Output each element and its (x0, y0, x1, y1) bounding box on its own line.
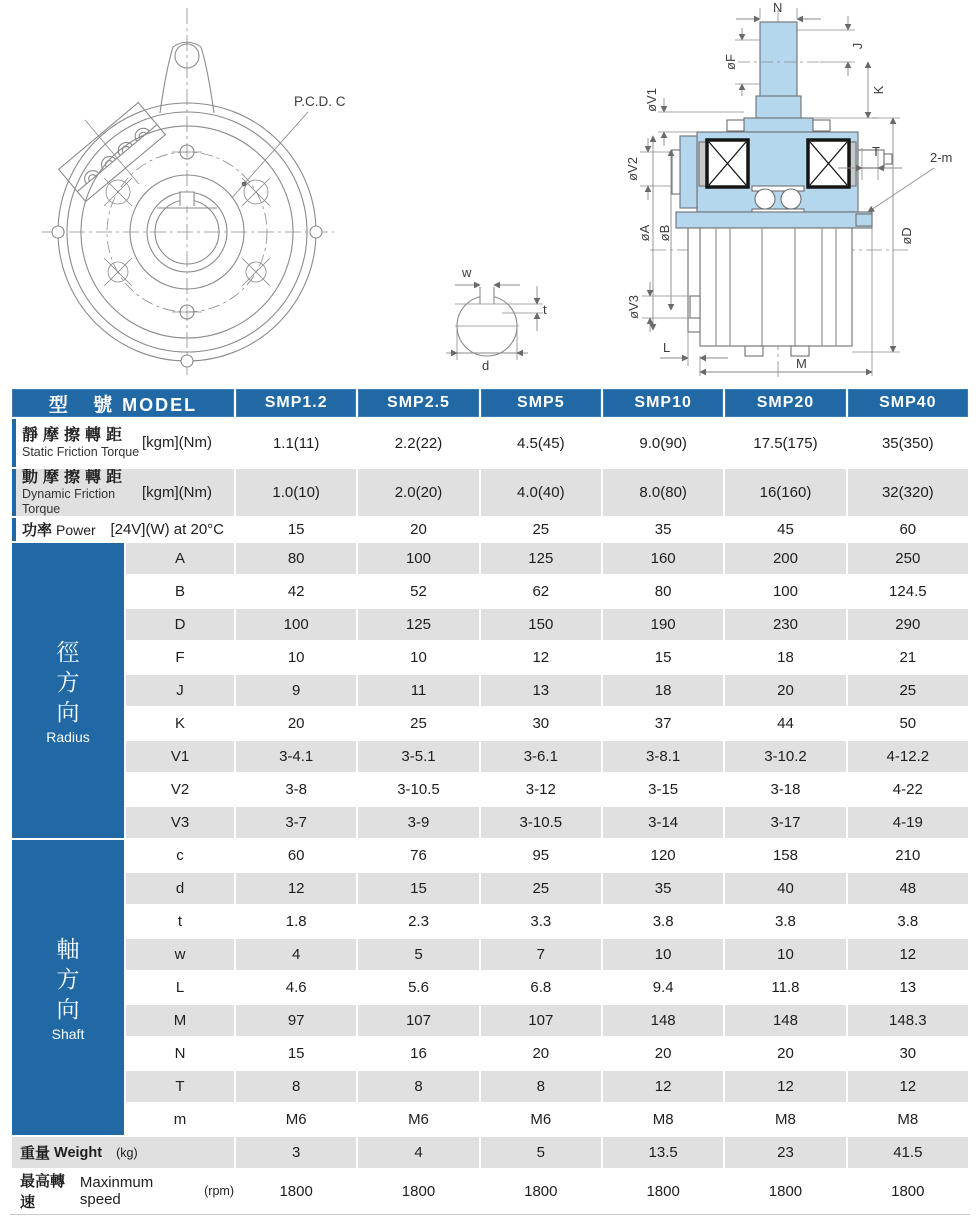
table-row (12, 840, 968, 871)
row-label-max-speed: 最高轉速 Maxinmum speed (rpm) (20, 1173, 234, 1212)
value-cell: 41.5 (848, 1137, 968, 1168)
dim-name: A (126, 543, 234, 574)
value-cell: 23 (725, 1137, 845, 1168)
value-cell: 12 (532, 649, 550, 667)
table-row (12, 576, 968, 607)
value-cell: 5 (481, 1137, 601, 1168)
pcd-label: P.C.D. C (294, 94, 346, 109)
value-cell: 3.8 (775, 913, 796, 931)
value-cell: 30 (532, 715, 550, 733)
value-cell: 100 (358, 543, 478, 574)
value-cell: 125 (481, 543, 601, 574)
value-cell: 50 (899, 715, 917, 733)
dim-name: B (174, 583, 185, 601)
value-cell: 15 (287, 1045, 305, 1063)
value-cell: 20 (287, 715, 305, 733)
value-cell: 60 (899, 521, 917, 539)
dim-name: V1 (126, 741, 234, 772)
value-cell: 190 (603, 609, 723, 640)
table-row (12, 1005, 968, 1036)
value-cell: 40 (725, 873, 845, 904)
value-cell: 20 (725, 675, 845, 706)
dim-d-label: d (482, 358, 490, 373)
value-cell: 52 (410, 583, 427, 601)
value-cell: 97 (236, 1005, 356, 1036)
value-cell: M8 (775, 1111, 796, 1129)
value-cell: 62 (532, 583, 550, 601)
value-cell: 8 (358, 1071, 478, 1102)
value-cell: 3-10.5 (481, 807, 601, 838)
value-cell: M8 (897, 1111, 919, 1129)
value-cell: 9.4 (652, 979, 674, 997)
table-row (12, 419, 968, 467)
table-row (12, 675, 968, 706)
value-cell: 12 (236, 873, 356, 904)
value-cell: 3-18 (770, 781, 801, 799)
value-cell: 13 (899, 979, 917, 997)
value-cell: 95 (532, 847, 550, 865)
value-cell: 4.6 (285, 979, 307, 997)
value-cell: 7 (481, 939, 601, 970)
dim-2m-label: 2-m (930, 150, 953, 165)
value-cell: 3 (236, 1137, 356, 1168)
technical-drawings (0, 0, 980, 386)
value-cell: 21 (899, 649, 917, 667)
value-cell: 32(320) (848, 469, 968, 516)
value-cell: 80 (236, 543, 356, 574)
value-cell: 160 (603, 543, 723, 574)
value-cell: 2.0(20) (358, 469, 478, 516)
value-cell: 1.0(10) (236, 469, 356, 516)
dim-name: J (126, 675, 234, 706)
value-cell: 1800 (279, 1182, 313, 1200)
model-column-header: SMP40 (848, 389, 968, 417)
value-cell: M6 (408, 1111, 429, 1129)
dim-k-label: K (871, 85, 886, 95)
value-cell: 16 (410, 1045, 427, 1063)
value-cell: 200 (725, 543, 845, 574)
dim-b-label: øB (657, 224, 672, 242)
row-label-power: 功率 Power [24V](W) at 20°C (12, 518, 234, 541)
value-cell: 37 (654, 715, 672, 733)
value-cell: 4-19 (848, 807, 968, 838)
value-cell: 12 (848, 939, 968, 970)
value-cell: 35 (654, 521, 672, 539)
value-cell: 290 (848, 609, 968, 640)
value-cell: 3-5.1 (358, 741, 478, 772)
value-cell: 150 (481, 609, 601, 640)
row-label-static-torque: 靜摩擦轉距 Static Friction Torque [kgm](Nm) (12, 419, 234, 467)
value-cell: 10 (603, 939, 723, 970)
value-cell: 3-7 (236, 807, 356, 838)
value-cell: 1800 (646, 1182, 680, 1200)
value-cell: 3.8 (652, 913, 674, 931)
table-row (12, 469, 968, 516)
dim-t-label: t (543, 302, 547, 317)
value-cell: 3-4.1 (236, 741, 356, 772)
row-label-dynamic-torque: 動摩擦轉距 Dynamic Friction Torque [kgm](Nm) (12, 469, 234, 516)
value-cell: 250 (848, 543, 968, 574)
dim-name: c (176, 847, 184, 865)
dim-f-label: øF (723, 54, 738, 70)
value-cell: 18 (777, 649, 794, 667)
value-cell: 20 (532, 1045, 550, 1063)
table-row (12, 1104, 968, 1135)
value-cell: 25 (410, 715, 427, 733)
value-cell: 9.0(90) (639, 434, 687, 452)
dim-a-label: øA (637, 224, 652, 242)
value-cell: 8.0(80) (603, 469, 723, 516)
value-cell: 1800 (891, 1182, 925, 1200)
section-view-drawing (625, 0, 952, 380)
value-cell: 3.3 (530, 913, 552, 931)
value-cell: 4 (358, 1137, 478, 1168)
value-cell: 158 (772, 847, 798, 865)
value-cell: 148.3 (848, 1005, 968, 1036)
value-cell: M8 (652, 1111, 674, 1129)
value-cell: 10 (410, 649, 427, 667)
table-row (12, 1170, 968, 1212)
value-cell: M6 (530, 1111, 552, 1129)
value-cell: 100 (772, 583, 798, 601)
table-row (12, 774, 968, 805)
dim-m-label: M (796, 356, 807, 371)
value-cell: 25 (532, 521, 550, 539)
dim-d2-label: øD (899, 227, 914, 245)
value-cell: 30 (899, 1045, 917, 1063)
value-cell: 76 (410, 847, 427, 865)
dim-name: K (174, 715, 185, 733)
dim-name: t (177, 913, 183, 931)
value-cell: 3-6.1 (481, 741, 601, 772)
value-cell: 148 (603, 1005, 723, 1036)
table-row (12, 939, 968, 970)
value-cell: 44 (777, 715, 794, 733)
table-row (12, 873, 968, 904)
value-cell: 9 (236, 675, 356, 706)
value-cell: 5 (358, 939, 478, 970)
value-cell: 120 (650, 847, 676, 865)
dim-t2-label: T (872, 144, 880, 159)
value-cell: 107 (358, 1005, 478, 1036)
value-cell: 1.8 (285, 913, 307, 931)
value-cell: 3-15 (648, 781, 679, 799)
value-cell: 3.8 (897, 913, 919, 931)
value-cell: 12 (848, 1071, 968, 1102)
value-cell: 3-10.2 (725, 741, 845, 772)
value-cell: 1800 (524, 1182, 558, 1200)
dim-name: V3 (126, 807, 234, 838)
value-cell: 15 (358, 873, 478, 904)
value-cell: 100 (236, 609, 356, 640)
dim-name: w (126, 939, 234, 970)
dim-name: d (126, 873, 234, 904)
value-cell: 25 (481, 873, 601, 904)
value-cell: 1.1(11) (272, 434, 320, 452)
table-row (12, 807, 968, 838)
value-cell: 3-17 (725, 807, 845, 838)
dim-v1-label: øV1 (644, 88, 659, 112)
table-row (12, 609, 968, 640)
value-cell: 3-12 (525, 781, 556, 799)
value-cell: 107 (481, 1005, 601, 1036)
table-header-row (12, 389, 968, 417)
value-cell: 35(350) (881, 434, 934, 452)
model-column-header: SMP20 (725, 389, 845, 417)
value-cell: 125 (358, 609, 478, 640)
model-column-header: SMP1.2 (236, 389, 356, 417)
value-cell: 4-22 (892, 781, 923, 799)
value-cell: 2.3 (408, 913, 429, 931)
model-column-header: SMP5 (481, 389, 601, 417)
table-row (12, 1137, 968, 1168)
value-cell: 12 (603, 1071, 723, 1102)
value-cell: 60 (287, 847, 305, 865)
dim-name: D (126, 609, 234, 640)
value-cell: 3-8.1 (603, 741, 723, 772)
value-cell: 15 (287, 521, 305, 539)
table-row (12, 642, 968, 673)
dim-name: N (174, 1045, 186, 1063)
table-row (12, 708, 968, 739)
value-cell: M6 (285, 1111, 307, 1129)
value-cell: 48 (848, 873, 968, 904)
value-cell: 3-8 (285, 781, 307, 799)
value-cell: 35 (603, 873, 723, 904)
value-cell: 25 (848, 675, 968, 706)
spec-table (10, 387, 970, 1215)
table-row (12, 741, 968, 772)
value-cell: 16(160) (725, 469, 845, 516)
value-cell: 20 (410, 521, 427, 539)
table-row (12, 518, 968, 541)
value-cell: 4 (236, 939, 356, 970)
model-header: 型 號MODEL (12, 389, 234, 417)
dim-v2-label: øV2 (625, 157, 640, 181)
value-cell: 5.6 (408, 979, 429, 997)
value-cell: 10 (287, 649, 305, 667)
dim-name: F (175, 649, 185, 667)
value-cell: 4.0(40) (481, 469, 601, 516)
table-row (12, 972, 968, 1003)
dim-name: M (126, 1005, 234, 1036)
value-cell: 17.5(175) (753, 434, 818, 452)
dim-w-label: w (462, 265, 472, 280)
value-cell: 20 (777, 1045, 794, 1063)
dim-name: m (173, 1111, 187, 1129)
key-detail-drawing (446, 265, 547, 373)
model-column-header: SMP10 (603, 389, 723, 417)
value-cell: 8 (236, 1071, 356, 1102)
value-cell: 6.8 (530, 979, 552, 997)
section-block-radius: 徑 方 向 Radius (12, 543, 124, 838)
value-cell: 8 (481, 1071, 601, 1102)
value-cell: 1800 (768, 1182, 803, 1200)
dim-n-label: N (773, 0, 783, 15)
value-cell: 42 (287, 583, 305, 601)
value-cell: 210 (895, 847, 921, 865)
dim-v3-label: øV3 (626, 295, 641, 319)
value-cell: 11.8 (771, 979, 800, 997)
dim-j-label: J (850, 42, 865, 50)
value-cell: 1800 (401, 1182, 436, 1200)
value-cell: 3-10.5 (397, 781, 440, 799)
value-cell: 4.5(45) (517, 434, 565, 452)
dim-name: V2 (170, 781, 190, 799)
value-cell: 45 (777, 521, 794, 539)
dim-l-label: L (663, 340, 671, 355)
value-cell: 18 (603, 675, 723, 706)
dim-name: L (175, 979, 185, 997)
value-cell: 3-9 (358, 807, 478, 838)
value-cell: 20 (654, 1045, 672, 1063)
table-row (12, 543, 968, 574)
value-cell: 3-14 (603, 807, 723, 838)
value-cell: 13 (481, 675, 601, 706)
value-cell: 124.5 (889, 583, 927, 601)
section-block-shaft: 軸 方 向 Shaft (12, 840, 124, 1135)
value-cell: 148 (725, 1005, 845, 1036)
value-cell: 2.2(22) (394, 434, 443, 452)
value-cell: 15 (654, 649, 672, 667)
front-view-drawing (42, 8, 346, 378)
value-cell: 12 (725, 1071, 845, 1102)
table-row (12, 1071, 968, 1102)
value-cell: 4-12.2 (848, 741, 968, 772)
row-label-weight: 重量 Weight (kg) (12, 1137, 234, 1168)
table-row (12, 906, 968, 937)
dim-name: T (126, 1071, 234, 1102)
value-cell: 11 (358, 675, 478, 706)
value-cell: 80 (654, 583, 672, 601)
table-row (12, 1038, 968, 1069)
value-cell: 13.5 (603, 1137, 723, 1168)
model-column-header: SMP2.5 (358, 389, 478, 417)
value-cell: 10 (725, 939, 845, 970)
value-cell: 230 (725, 609, 845, 640)
